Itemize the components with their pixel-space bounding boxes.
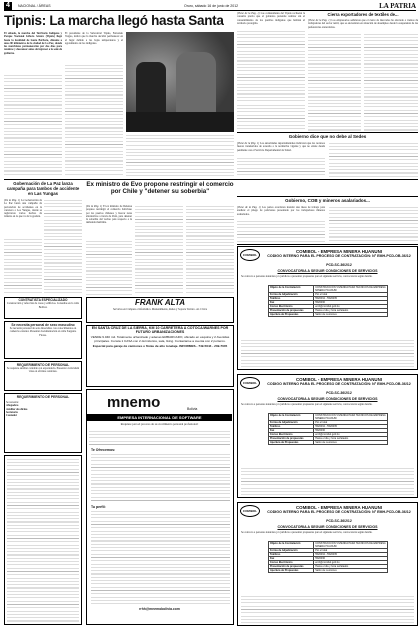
tipnis-continuation: (Viene de la Pág. 1) Las comunidades del Tipnis rechazan la consulta previa que el gobierno pretende realizar sin el consentimiento de los pueblos indígenas que habitan el territorio protegido. bbox=[237, 12, 305, 25]
main-article-col3-text bbox=[126, 148, 234, 177]
main-photo bbox=[126, 32, 234, 132]
gobernacion-text-2 bbox=[44, 199, 82, 294]
classified-requerimiento: REQUERIMIENTO DE PERSONAL Se requiere auxiliar contable con experiencia. Presentar curriculum vitae en oficinas centrales. bbox=[4, 361, 82, 391]
dateline: Oruro, sábado 16 de junio de 2012 bbox=[184, 4, 239, 8]
chile-article: (De la Pág. 1) El ex ministro de Defensa propuso restringir el comercio boliviano por los puertos chilenos y buscar rutas alternativas a través de Perú, para detener la soberbia del vecino país respecto a la demanda marítima. bbox=[86, 205, 132, 225]
chile-text-1 bbox=[86, 240, 132, 295]
masthead-logo: LA PATRIA bbox=[379, 2, 416, 10]
cob-text-2 bbox=[329, 206, 418, 242]
page-number: 4 bbox=[6, 2, 10, 9]
mnemo-email: rrhh@mnemobolivia.com bbox=[139, 607, 180, 611]
comibol-notice: COMIBOL COMIBOL - EMPRESA MINERA HUANUNI CODIGO INTERNO PARA EL PROCESO DE CONTRATACIÓN: N° EMH-PCD-OB-36/12 PCD-SC-36/2/12 CONVOCATORIA A SEGUIR CONDICIONES DE SERVICIOS Se convoca a personas naturales y/o jurídicas a presentar propuestas para el siguiente servicio, convocatoria según detalle. Objeto de la Contratación CONSTRUCCIÓN VIVIENDA PARA TÉCNICOS DE EMPRESA MINERA HUANUNI Forma de Adjudicación Por el total Teléfono 5520034 - 5520035 Fax 5520036 Correo Electrónico emh@comibol.gob.bo Presentación de propuestas Hasta el día y hora señalados Apertura de Propuestas Salón de reuniones bbox=[237, 374, 418, 498]
ad-frank: FRANK ALTA Servicios en Cómputo e Informática. Mantenimiento, Redes y Soporte Técnico. Av. Cívica bbox=[86, 297, 234, 323]
cob-headline: Gobierno, COB y mineros asalariados... bbox=[285, 198, 370, 203]
chile-headline: Ex ministro de Evo propone restringir el comercio por Chile y "detener su soberbia" bbox=[86, 181, 234, 195]
main-headline: Tipnis: La marcha llegó hasta Santa bbox=[4, 13, 224, 28]
classified-notice bbox=[4, 455, 82, 625]
cob-article: (Viene de la Pág. 1) Las partes acordaron instalar una mesa de trabajo para analizar el pliego de peticiones presentado por los trabajadores mineros asalariados. bbox=[237, 206, 325, 216]
main-article-col1-text bbox=[4, 74, 62, 177]
photo-caption bbox=[126, 134, 234, 146]
mnemo-logo: mnemo bbox=[107, 394, 161, 411]
chile-text-2 bbox=[135, 205, 183, 295]
comibol-logo: COMIBOL bbox=[240, 377, 260, 389]
cierre-headline: Cierra exportadores de textiles de... bbox=[327, 12, 399, 17]
gobierno-article: (Viene de la Pág. 1) Las autoridades departamentales indicaron que los recursos fueron transferidos de acuerdo a la normativa vigente y que no existe deuda pendiente con el Servicio Departamental de Salud. bbox=[237, 142, 325, 152]
cierre-article-text bbox=[308, 33, 361, 131]
main-article-col2-text bbox=[65, 64, 123, 177]
gobernacion-text-1 bbox=[4, 238, 42, 294]
tipnis-continuation-text bbox=[237, 30, 305, 102]
classified-requerimiento-2: REQUERIMIENTO DE PERSONAL Se necesita: Abogado/a Auxiliar de oficina Secretaria Contador bbox=[4, 393, 82, 453]
main-article-col1: El sábado, la marcha del Territorio Indígena y Parque Nacional Isiboro Sécure (Tipnis) llegó hasta la localidad de Santa Bárbara, distante a unos 80 kilómetros de la ciudad de La Paz, donde los marchistas permanecerán por dos días para reunirse y descansar antes de ingresar a la sede de gobierno. bbox=[4, 32, 62, 55]
gobierno-text-2 bbox=[329, 142, 418, 177]
classified-contratista: CONTRATISTA ESPECIALIZADO Construcción y refacción de casas y edificios. Consultas en la calle Bolívar. bbox=[4, 297, 82, 319]
cierre-left-text bbox=[237, 104, 305, 130]
ad-mnemo: mnemo Bolivia EMPRESA INTERNACIONAL DE SOFTWARE Requiere para el proceso de su crecimiento personal profesional: Te Ofrecemos: Tu perfil: rrhh@mnemobolivia.com bbox=[86, 389, 234, 625]
main-article-col2: El presidente de la Subcentral Tipnis, Fernando Vargas, indicó que la marcha decidió permanecer en el lugar debido a las bajas temperaturas y el agotamiento de los indígenas. bbox=[65, 32, 123, 45]
comibol-notice: COMIBOL COMIBOL - EMPRESA MINERA HUANUNI CODIGO INTERNO PARA EL PROCESO DE CONTRATACIÓN: N° EMH-PCD-OB-36/12 PCD-SC-36/2/12 CONVOCATORIA A SEGUIR CONDICIONES DE SERVICIOS Se convoca a personas naturales y/o jurídicas a presentar propuestas para el siguiente servicio, convocatoria según detalle. Objeto de la Contratación CONSTRUCCIÓN VIVIENDA PARA TÉCNICOS DE EMPRESA MINERA HUANUNI Forma de Adjudicación Por el total Teléfono 5520034 - 5520035 Fax 5520036 Correo Electrónico emh@comibol.gob.bo Presentación de propuestas Hasta el día y hora señalados Apertura de Propuestas Salón de reuniones bbox=[237, 502, 418, 626]
cob-text-1 bbox=[237, 220, 325, 242]
gobierno-text-1 bbox=[237, 157, 325, 177]
cierre-article-text-2 bbox=[364, 33, 418, 131]
page-header bbox=[4, 2, 416, 11]
section-name: NACIONAL / ÁREAS bbox=[18, 4, 51, 8]
gobierno-headline: Gobierno dice que no debe al Sedes bbox=[288, 134, 367, 139]
comibol-notice: COMIBOL COMIBOL - EMPRESA MINERA HUANUNI CODIGO INTERNO PARA EL PROCESO DE CONTRATACIÓN: N° EMH-PCD-OB-36/12 PCD-SC-36/2/12 CONVOCATORIA A SEGUIR CONDICIONES DE SERVICIOS Se convoca a personas naturales y/o jurídicas a presentar propuestas para el siguiente servicio, convocatoria según detalle. Objeto de la Contratación CONSTRUCCIÓN VIVIENDA PARA TÉCNICOS DE EMPRESA MINERA HUANUNI Forma de Adjudicación Por el total Teléfono 5520034 - 5520035 Fax 5520036 Correo Electrónico emh@comibol.gob.bo Presentación de propuestas Hasta el día y hora señalados Apertura de Propuestas Salón de reuniones bbox=[237, 246, 418, 370]
chile-text-3 bbox=[186, 205, 234, 295]
cierre-article: (Viene de la Pág. 1) Los empresarios señalaron que el cierre de mercados ha afectado a cientos de trabajadores del sector textil, que se encuentran en situación de desempleo desde la suspensión de las preferencias arancelarias. bbox=[308, 19, 418, 29]
gobernacion-article: (De la Pág. 1) La Gobernación de La Paz lanzó una campaña de prevención de accidentes en la carretera a Los Yungas, donde se registraron varios hechos de tránsito en lo que va de la gestión. bbox=[4, 199, 42, 219]
ad-santa-cruz: EN SANTA CRUZ DE LA SIERRA, KM 10 CARRETERA A COTOCA/WARNES POR FUTURO URBANIZACIONES VENDE 9.040 m2. Totalmente urbanizado y adenas EMBARCADO, ubicado en esquina y 2 Avenidas principales. Consta 1 CASA con 2 dormitorios, sala, living. Contactarse a cuenta con 2 porteros. Especial para garaje de camiones o flotas de alto tonelaje. INFORMES.- 749-5644 - 239-7045 bbox=[86, 325, 234, 387]
classified-personal: Se necesita personal de sexo masculino Se necesita personal de sexo masculino con conocimientos en comercio exterior. Presentar documentación en calle Sargento Flores. bbox=[4, 321, 82, 359]
comibol-logo: COMIBOL bbox=[240, 505, 260, 517]
comibol-logo: COMIBOL bbox=[240, 249, 260, 261]
gobernacion-headline: Gobernación de La Paz lanza campaña para tambos de accidente en Las Yungas bbox=[6, 181, 80, 196]
